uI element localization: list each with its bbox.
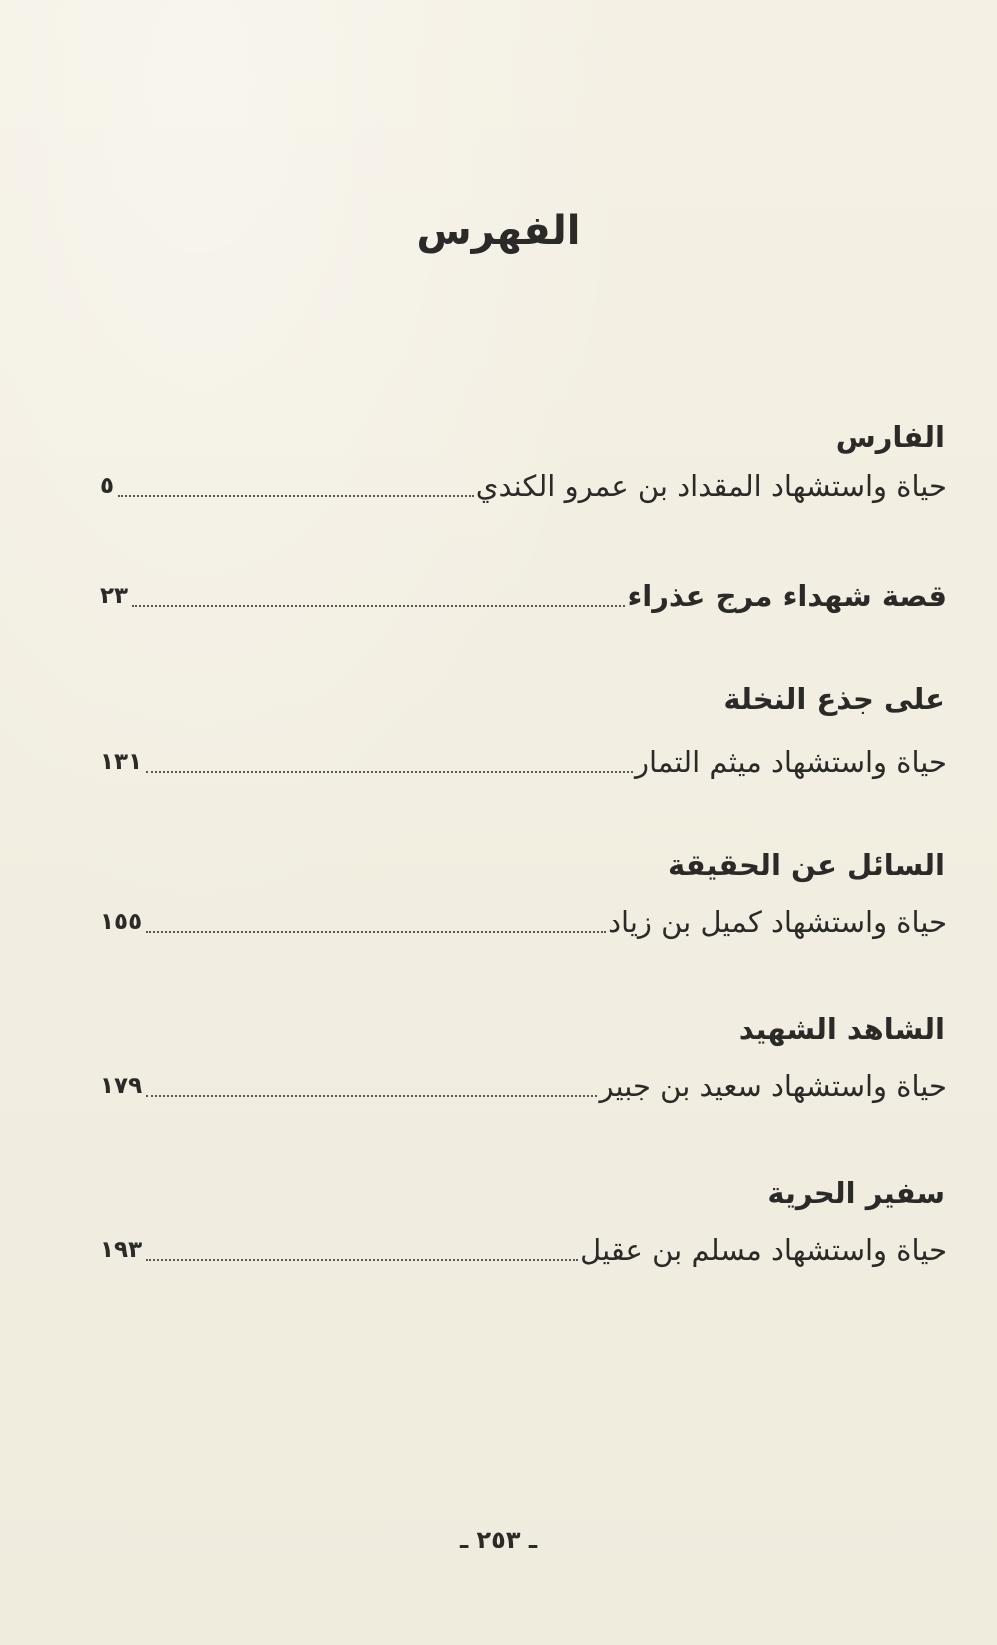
toc-entry-title: حياة واستشهاد كميل بن زياد <box>608 905 947 939</box>
toc-page-number: ٥ <box>100 473 115 499</box>
toc-entry-title: حياة واستشهاد سعيد بن جبير <box>599 1069 947 1103</box>
dot-leader <box>132 605 625 607</box>
toc-entry[interactable] <box>100 900 947 944</box>
page-number: ـ ٢٥٣ ـ <box>459 1526 538 1554</box>
section-heading: على جذع النخلة <box>723 682 945 716</box>
section-heading: السائل عن الحقيقة <box>667 848 945 882</box>
toc-entry-title: حياة واستشهاد المقداد بن عمرو الكندي <box>475 469 947 503</box>
toc-entry[interactable] <box>100 1228 947 1272</box>
toc-page-number: ١٥٥ <box>100 909 143 935</box>
toc-entry-title: حياة واستشهاد مسلم بن عقيل <box>580 1233 947 1267</box>
section-heading: سفير الحرية <box>767 1176 945 1210</box>
toc-entry[interactable] <box>100 740 947 784</box>
toc-entry[interactable] <box>100 464 947 508</box>
toc-page-number: ١٧٩ <box>100 1073 143 1099</box>
toc-page-number: ١٩٣ <box>100 1237 143 1263</box>
toc-entry-title: حياة واستشهاد ميثم التمار <box>634 745 947 779</box>
dot-leader <box>146 771 633 773</box>
dot-leader <box>146 1259 578 1261</box>
section-heading: الشاهد الشهيد <box>738 1012 945 1046</box>
toc-page-number: ٢٣ <box>100 583 129 609</box>
toc-entry[interactable] <box>100 1064 947 1108</box>
page-title: الفهرس <box>416 208 581 254</box>
dot-leader <box>118 495 474 497</box>
toc-entry-title: قصة شهداء مرج عذراء <box>627 579 947 613</box>
toc-page-number: ١٣١ <box>100 749 143 775</box>
section-heading: الفارس <box>835 420 945 454</box>
toc-entry[interactable] <box>100 574 947 618</box>
dot-leader <box>146 931 606 933</box>
dot-leader <box>146 1095 597 1097</box>
